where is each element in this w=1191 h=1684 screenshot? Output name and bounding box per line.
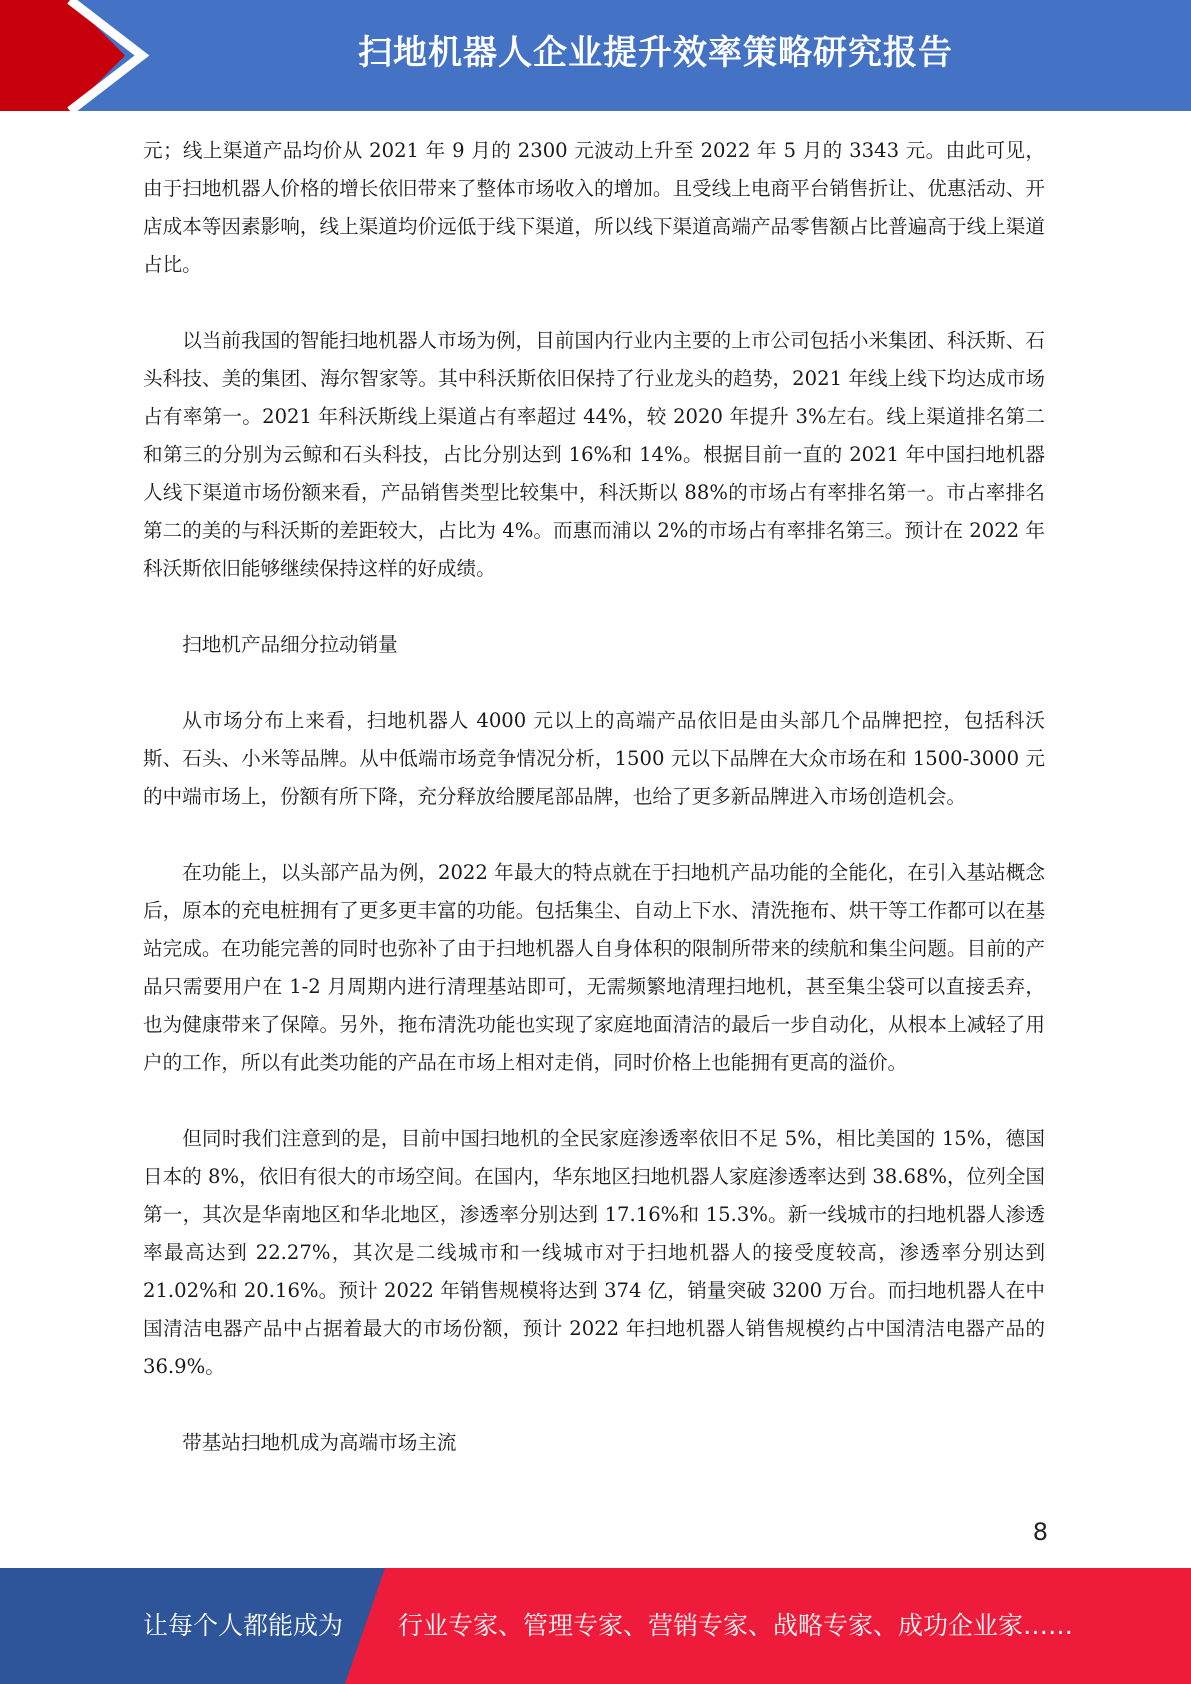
subheading-base-station: 带基站扫地机成为高端市场主流 [182,1431,457,1454]
paragraph-price-trend: 元；线上渠道产品均价从 2021 年 9 月的 2300 元波动上升至 2022 年 5 月的 3343 元。由此可见，由于扫地机器人价格的增长依旧带来了整体市场收入的增加。且受线上电商平台销售折让、优惠活动、开店成本等因素影响，线上渠道均价远低于线下渠道，所以线下渠道高端产品零售额占比普遍高于线上渠道占比。 [143,139,1045,276]
header-arrow-decoration [0,0,170,111]
header-title: 扫地机器人企业提升效率策略研究报告 [358,33,953,73]
page-footer [0,1568,1191,1684]
paragraph-functions: 在功能上，以头部产品为例，2022 年最大的特点就在于扫地机产品功能的全能化，在引入基站概念后，原本的充电桩拥有了更多更丰富的功能。包括集尘、自动上下水、清洗拖布、烘干等工作都可以在基站完成。在功能完善的同时也弥补了由于扫地机器人自身体积的限制所带来的续航和集尘问题。目前的产品只需要用户在 1-2 月周期内进行清理基站即可，无需频繁地清理扫地机，甚至集尘袋可以直接丢弃，也为健康带来了保障。另外，拖布清洗功能也实现了家庭地面清洁的最后一步自动化，从根本上减轻了用户的工作，所以有此类功能的产品在市场上相对走俏，同时价格上也能拥有更高的溢价。 [143,861,1045,1074]
footer-slogan-left: 让每个人都能成为 [143,1611,344,1640]
page-number: 8 [1032,1518,1048,1546]
paragraph-market-distribution: 从市场分布上来看，扫地机器人 4000 元以上的高端产品依旧是由头部几个品牌把控，包括科沃斯、石头、小米等品牌。从中低端市场竞争情况分析，1500 元以下品牌在大众市场在和 1500-3000 元的中端市场上，份额有所下降，充分释放给腰尾部品牌，也给了更多新品牌进入市场创造机会。 [143,709,1045,808]
paragraph-market-share: 以当前我国的智能扫地机器人市场为例，目前国内行业内主要的上市公司包括小米集团、科沃斯、石头科技、美的集团、海尔智家等。其中科沃斯依旧保持了行业龙头的趋势，2021 年线上线下均达成市场占有率第一。2021 年科沃斯线上渠道占有率超过 44%，较 2020 年提升 3%左右。线上渠道排名第二和第三的分别为云鲸和石头科技，占比分别达到 16%和 14%。根据目前一直的 2021 年中国扫地机器人线下渠道市场份额来看，产品销售类型比较集中，科沃斯以 88%的市场占有率排名第一。市占率排名第二的美的与科沃斯的差距较大，占比为 4%。而惠而浦以 2%的市场占有率排名第三。预计在 2022 年科沃斯依旧能够继续保持这样的好成绩。 [143,329,1045,580]
subheading-product-segmentation: 扫地机产品细分拉动销量 [182,633,398,656]
footer-slogan-right: 行业专家、管理专家、营销专家、战略专家、成功企业家…… [398,1611,1074,1640]
report-body [143,132,1045,1500]
paragraph-penetration-rate: 但同时我们注意到的是，目前中国扫地机的全民家庭渗透率依旧不足 5%，相比美国的 15%，德国日本的 8%，依旧有很大的市场空间。在国内，华东地区扫地机器人家庭渗透率达到 38.68%，位列全国第一，其次是华南地区和华北地区，渗透率分别达到 17.16%和 15.3%。新一线城市的扫地机器人渗透率最高达到 22.27%，其次是二线城市和一线城市对于扫地机器人的接受度较高，渗透率分别达到 21.02%和 20.16%。预计 2022 年销售规模将达到 374 亿，销量突破 3200 万台。而扫地机器人在中国清洁电器产品中占据着最大的市场份额，预计 2022 年扫地机器人销售规模约占中国清洁电器产品的 36.9%。 [143,1127,1046,1378]
page-header [0,0,1191,111]
